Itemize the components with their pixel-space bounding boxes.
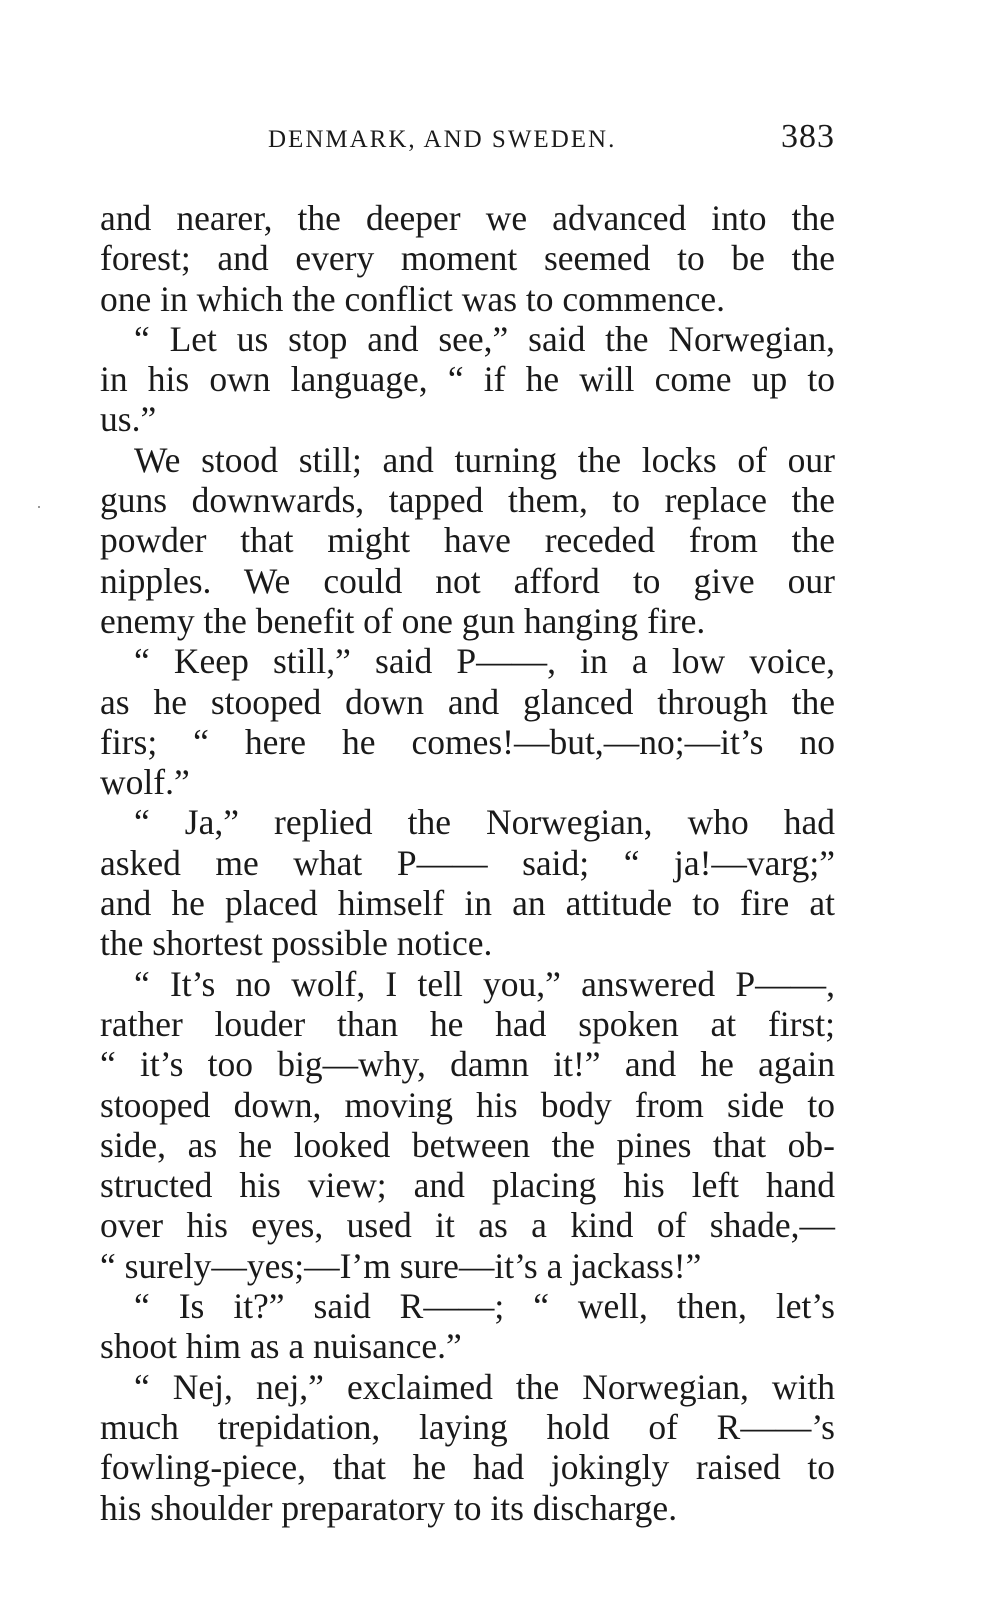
text-line: structed his view; and placing his left hand	[100, 1165, 835, 1206]
text-line: forest; and every moment seemed to be the	[100, 238, 835, 279]
text-line: side, as he looked between the pines that ob-	[100, 1124, 835, 1165]
running-title: DENMARK, AND SWEDEN.	[268, 126, 617, 153]
text-line: in his own language, “ if he will come up to	[100, 359, 835, 400]
text-line: powder that might have receded from the	[100, 520, 835, 561]
text-line: “ Ja,” replied the Norwegian, who had	[134, 802, 835, 843]
text-line: and he placed himself in an attitude to fire at	[100, 883, 835, 924]
text-line: rather louder than he had spoken at first;	[100, 1003, 835, 1044]
text-line: and nearer, the deeper we advanced into the	[100, 198, 835, 238]
text-line: “ Is it?” said R——; “ well, then, let’s	[134, 1286, 835, 1327]
text-line: “ Nej, nej,” exclaimed the Norwegian, with	[134, 1366, 835, 1407]
page-number: 383	[781, 118, 835, 155]
text-line: “ Let us stop and see,” said the Norwegian,	[134, 318, 835, 359]
text-line: shoot him as a nuisance.”	[100, 1326, 462, 1367]
text-line: We stood still; and turning the locks of our	[134, 439, 835, 480]
text-line: stooped down, moving his body from side to	[100, 1084, 835, 1125]
text-line: wolf.”	[100, 762, 190, 803]
text-line: guns downwards, tapped them, to replace the	[100, 480, 835, 521]
text-line: one in which the conflict was to commence.	[100, 278, 725, 319]
text-line: firs; “ here he comes!—but,—no;—it’s no	[100, 721, 835, 762]
text-line: “ it’s too big—why, damn it!” and he again	[100, 1044, 835, 1085]
text-line: as he stooped down and glanced through the	[100, 681, 835, 722]
text-line: the shortest possible notice.	[100, 923, 493, 964]
text-line: “ Keep still,” said P——, in a low voice,	[134, 641, 835, 682]
text-line: much trepidation, laying hold of R——’s	[100, 1406, 835, 1447]
text-line: enemy the benefit of one gun hanging fire.	[100, 600, 706, 641]
text-line: nipples. We could not afford to give our	[100, 560, 835, 601]
print-speck	[38, 506, 40, 508]
text-line: his shoulder preparatory to its discharge.	[100, 1487, 678, 1528]
text-line: “ It’s no wolf, I tell you,” answered P——,	[134, 963, 835, 1004]
text-line: us.”	[100, 399, 157, 440]
text-line: asked me what P—— said; “ ja!—varg;”	[100, 842, 835, 883]
text-line: fowling-piece, that he had jokingly raised to	[100, 1447, 835, 1488]
text-line: over his eyes, used it as a kind of shade,—	[100, 1205, 835, 1246]
text-line: “ surely—yes;—I’m sure—it’s a jackass!”	[100, 1245, 702, 1286]
running-head	[100, 118, 835, 158]
body-text	[100, 198, 835, 1528]
